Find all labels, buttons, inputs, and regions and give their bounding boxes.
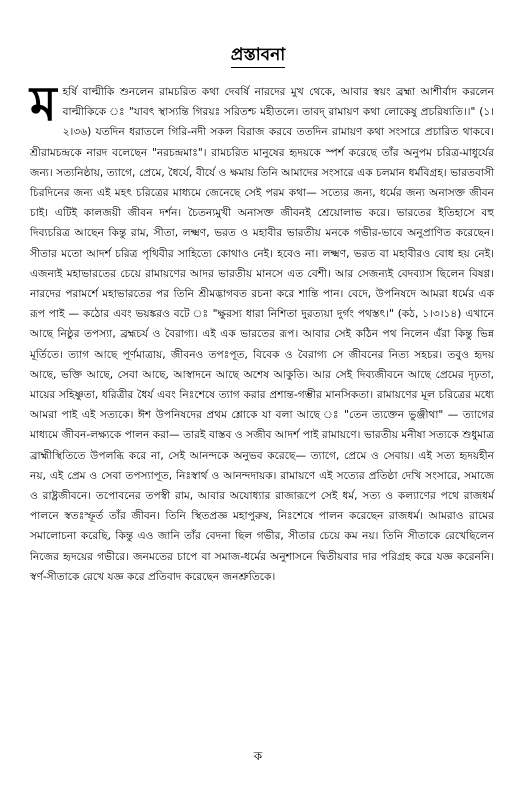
page-title: [0, 44, 516, 68]
body-paragraph: [30, 76, 494, 587]
body-text: হর্ষি বাল্মীকি শুনলেন রামচরিত কথা দেবর্ষি নারদের মুখ থেকে, আবার স্বয়ং ব্রহ্মা আশীর্বাদ করলেন বাল্মীকিকে ঃ "যাবৎ স্থাস্যন্তি গিরয়ঃ সরিতশ্চ মহীতলে। তাবদ্‌ রামায়ণ কথা লোকেষু প্রচরিষ্যতি।।" (১।২।৩৬) যতদিন ধরাতলে গিরি-নদী সকল বিরাজ করবে ততদিন রামায়ণ কথা সংসারে প্রচারিত থাকবে। শ্রীরামচন্দ্রকে নারদ বলেছেন "নরচন্দ্রমাঃ"। রামচরিত মানুষের হৃদয়কে স্পর্শ করেছে তাঁর অনুপম চরিত্র-মাধুর্যের জন্য। সত্যনিষ্ঠায়, ত্যাগে, প্রেমে, ধৈর্যে, বীর্যে ও ক্ষমায় তিনি আমাদের সংসারে এক চলমান ধর্মবিগ্রহ। ভারতবাসী চিরদিনের জন্য এই মহৎ চরিত্রের মাধ্যমে জেনেছে সেই পরম কথা— সত্যের জন্য, ধর্মের জন্য অনাসক্ত জীবন চাই। এটিই কালজয়ী জীবন দর্শন। চৈতন্যমুখী অনাসক্ত জীবনই শ্রেয়োলাভ করে। ভারতের ইতিহাসে বহু দিব্যচরিত্র আছেন কিন্তু রাম, সীতা, লক্ষ্মণ, ভরত ও মহাবীর ভারতীয় মনকে গভীর-ভাবে অনুপ্রাণিত করেছেন। সীতার মতো আদর্শ চরিত্র পৃথিবীর সাহিত্যে কোথাও নেই। হবেও না। লক্ষ্মণ, ভরত বা মহাবীরও বোধ হয় নেই। এজন্যই মহাভারতের চেয়ে রামায়ণের আদর ভারতীয় মানসে এত বেশী। আর সেজন্যই বেদব্যাস ছিলেন বিষণ্ণ। নারদের পরামর্শে মহাভারতের পর তিনি শ্রীমদ্ভাগবত রচনা করে শান্তি পান। বেদে, উপনিষদে আমরা ধর্মের এক রূপ পাই — কঠোর এবং ভয়ঙ্করও বটে ঃ "ক্ষুরস্য ধারা নিশিতা দুরত্যয়া দুর্গং পথস্তৎ।" (কঠ, ১।৩।১৪) এখানে আছে নিষ্ঠুর তপস্যা, ব্রহ্মচর্য ও বৈরাগ্য। এই এক ভারতের রূপ। আবার সেই কঠিন পথ নিলেন এঁরা কিন্তু ভিন্ন মূর্তিতে। ত্যাগ আছে পূর্ণমাত্রায়, জীবনও তপঃপূত, বিবেক ও বৈরাগ্য সে জীবনের নিত্য সহচর। তবুও হৃদয় আছে, ভক্তি আছে, সেবা আছে, আস্বাদনে আছে অশেষ আকুতি। আর সেই দিব্যজীবনে আছে প্রেমের দৃঢ়তা, মায়ের সহিষ্ণুতা, ধরিত্রীর ধৈর্য এবং নিঃশেষে ত্যাগ করার প্রশান্ত-গম্ভীর মানসিকতা। রামায়ণের মূল চরিত্রের মধ্যে আমরা পাই এই সত্যকে। ঈশ উপনিষদের প্রথম শ্লোকে যা বলা আছে ঃ "তেন ত্যক্তেন ভুঞ্জীথা" — ত্যাগের মাধ্যমে জীবন-লক্ষ্যকে পালন করা— তারই বাস্তব ও সজীব আদর্শ পাই রামায়ণে। ভারতীয় মনীষা সত্যকে শুধুমাত্র ব্রাহ্মীস্থিতিতে উপলব্ধি করে না, সেই আনন্দকে অনুভব করেছে— ত্যাগে, প্রেমে ও সেবায়। এই সত্য হৃদয়হীন নয়, এই প্রেম ও সেবা তপস্যাপূত, নিঃস্বার্থ ও আনন্দদায়ক। রামায়ণে এই সত্যের প্রতিষ্ঠা দেখি সংসারে, সমাজে ও রাষ্ট্রজীবনে। তপোবনের তপস্বী রাম, আবার অযোধ্যার রাজারূপে সেই ধর্ম, সত্য ও কল্যাণের পথে রাজধর্ম পালনে স্বতঃস্ফূর্ত তাঁর জীবন। তিনি স্থিতপ্রজ্ঞ মহাপুরুষ, নিঃশেষে পালন করেছেন রাজধর্ম। আমরাও রামের সমালোচনা করেছি, কিন্তু এও জানি তাঁর বেদনা ছিল গভীর, সীতার চেয়ে কম নয়। তিনি সীতাকে রেখেছিলেন নিজের হৃদয়ের গভীরে। জনমতের চাপে বা সমাজ-ধর্মের অনুশাসনে দ্বিতীয়বার দার পরিগ্রহ করে যজ্ঞ করেননি। স্বর্ণ-সীতাকে রেখে যজ্ঞ করে প্রতিবাদ করেছেন জনশ্রুতিকে।: [30, 86, 494, 583]
page-title-text: প্রস্তাবনা: [231, 44, 285, 68]
page-number: ক: [253, 749, 263, 763]
drop-cap: ম: [30, 76, 57, 132]
